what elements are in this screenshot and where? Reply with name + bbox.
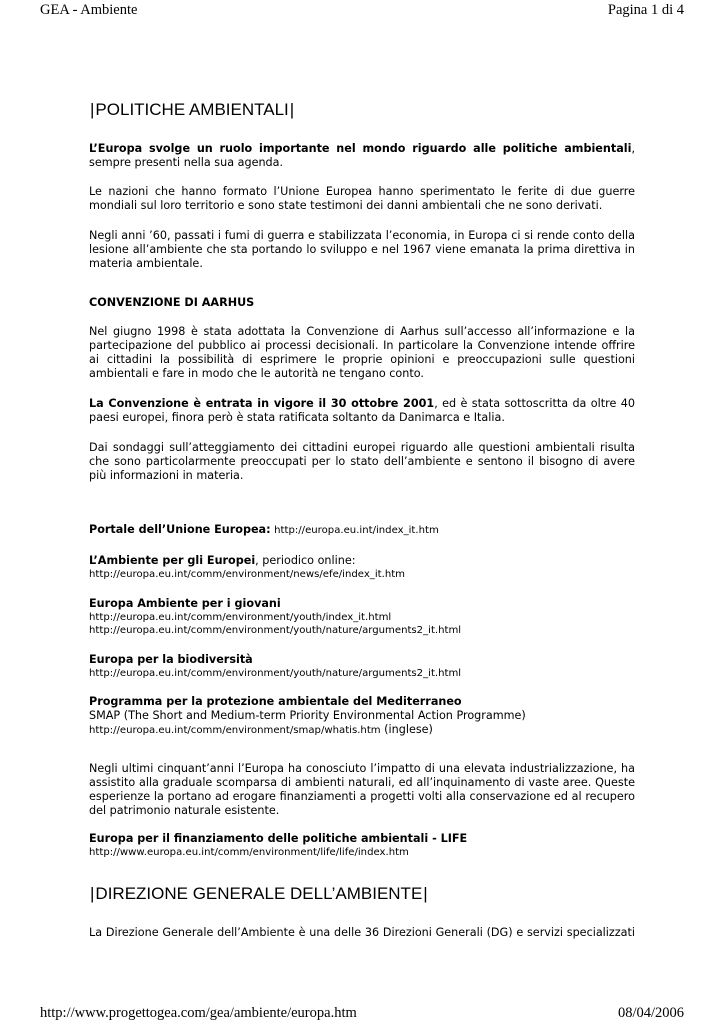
- intro-bold: L’Europa svolge un ruolo importante nel mondo riguardo alle politiche ambientali: [89, 142, 632, 155]
- page-number: Pagina 1 di 4: [607, 2, 684, 18]
- paragraph-aarhus-2: La Convenzione è entrata in vigore il 30 ottobre 2001, ed è stata sottoscritta da oltre 40 paesi europei, finora però è stata ratificata soltanto da Danimarca e Italia.: [89, 397, 635, 424]
- paragraph-sondaggi: Dai sondaggi sull’atteggiamento dei cittadini europei riguardo alle questioni ambientali risulta che sono particolarmente preoccupati per lo stato dell’ambiente e sentono il bisogno di avere più informazioni in materia.: [89, 441, 635, 482]
- section-title-direzione: |DIREZIONE GENERALE DELL’AMBIENTE|: [90, 884, 428, 903]
- site-title: GEA - Ambiente: [40, 2, 138, 18]
- mediterraneo-url[interactable]: http://europa.eu.int/comm/environment/smap/whatis.htm: [89, 724, 381, 736]
- print-footer: [40, 1004, 684, 1022]
- paragraph-cinquant-anni: Negli ultimi cinquant’anni l’Europa ha conosciuto l’impatto di una elevata industrializzazione, ha assistito alla graduale scomparsa di ambienti naturali, ed all’inquinamento di vaste aree. Queste esperienze la portano ad erogare finanziamenti a progetti volti alla conservazione ed al recupero del patrimonio naturale esistente.: [89, 762, 635, 817]
- link-mediterraneo: Programma per la protezione ambientale del Mediterraneo SMAP (The Short and Medium-term Priority Environmental Action Programme) http://europa.eu.int/comm/environment/smap/whatis.htm (inglese): [89, 695, 526, 736]
- aarhus-date-bold: La Convenzione è entrata in vigore il 30 ottobre 2001: [89, 397, 435, 410]
- print-header: [40, 1, 684, 19]
- intro-paragraph: [89, 142, 635, 170]
- paragraph-aarhus-1: Nel giugno 1998 è stata adottata la Convenzione di Aarhus sull’accesso all’informazione e la partecipazione del pubblico ai processi decisionali. In particolare la Convenzione intende offrire ai cittadini la possibilità di esprimere le proprie opinioni e preoccupazioni sulle questioni ambientali e fare in modo che le autorità ne tengano conto.: [89, 325, 635, 380]
- biodiversita-url[interactable]: http://europa.eu.int/comm/environment/youth/nature/arguments2_it.html: [89, 667, 462, 679]
- giovani-url-2[interactable]: http://europa.eu.int/comm/environment/youth/nature/arguments2_it.html: [89, 624, 462, 636]
- paragraph-anni-60: Negli anni ’60, passati i fumi di guerra e stabilizzata l’economia, in Europa ci si rende conto della lesione all’ambiente che sta portando lo sviluppo e nel 1967 viene emanata la prima direttiva in materia ambientale.: [89, 229, 635, 270]
- intro-rest: , sempre presenti nella sua agenda.: [89, 142, 635, 169]
- link-portale: Portale dell’Unione Europea: http://europa.eu.int/index_it.htm: [89, 523, 439, 536]
- giovani-url-1[interactable]: http://europa.eu.int/comm/environment/youth/index_it.html: [89, 611, 392, 623]
- ambiente-url[interactable]: http://europa.eu.int/comm/environment/news/efe/index_it.htm: [89, 568, 406, 580]
- link-life: Europa per il finanziamento delle politiche ambientali - LIFE http://www.europa.eu.int/comm/environment/life/life/index.htm: [89, 832, 635, 859]
- paragraph-nazioni: Le nazioni che hanno formato l’Unione Europea hanno sperimentato le ferite di due guerre mondiali sul loro territorio e sono state testimoni dei danni ambientali che ne sono derivati.: [89, 185, 635, 212]
- footer-url: http://www.progettogea.com/gea/ambiente/europa.htm: [40, 1005, 357, 1021]
- aarhus-heading: CONVENZIONE DI AARHUS: [89, 296, 255, 309]
- section-title-politiche: |POLITICHE AMBIENTALI|: [90, 100, 295, 119]
- link-biodiversita: Europa per la biodiversità http://europa.eu.int/comm/environment/youth/nature/arguments2_it.html: [89, 653, 635, 680]
- life-url[interactable]: http://www.europa.eu.int/comm/environment/life/life/index.htm: [89, 846, 409, 858]
- link-ambiente-europei: L’Ambiente per gli Europei, periodico online: http://europa.eu.int/comm/environment/news/efe/index_it.htm: [89, 554, 635, 581]
- portale-url[interactable]: http://europa.eu.int/index_it.htm: [274, 525, 439, 536]
- footer-date: 08/04/2006: [617, 1005, 684, 1021]
- paragraph-direzione: La Direzione Generale dell’Ambiente è una delle 36 Direzioni Generali (DG) e servizi specializzati: [89, 926, 635, 939]
- link-giovani: Europa Ambiente per i giovani http://europa.eu.int/comm/environment/youth/index_it.html http://europa.eu.int/comm/environment/youth/nature/arguments2_it.html: [89, 597, 635, 637]
